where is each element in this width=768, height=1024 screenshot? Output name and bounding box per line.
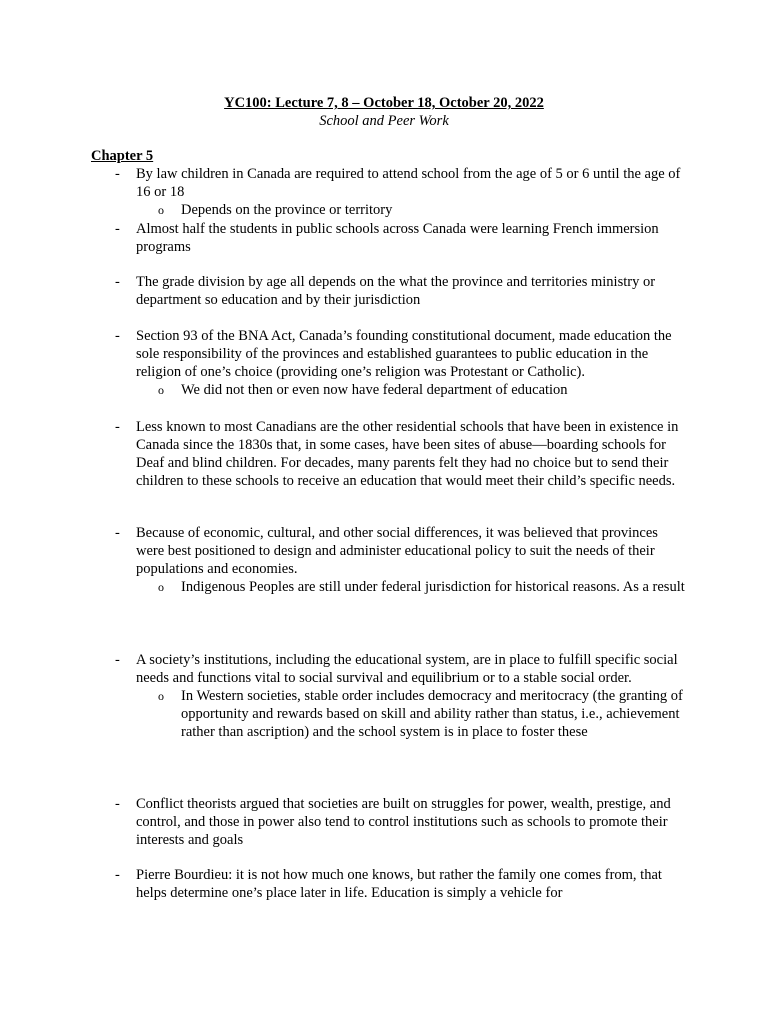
document-subtitle: School and Peer Work <box>319 113 449 129</box>
bullet-item <box>91 273 691 309</box>
bullet-text: Conflict theorists argued that societies are built on struggles for power, wealth, prestige, and control, and those in power also tend to control institutions such as schools to promote their interests and goals <box>136 796 671 848</box>
bullet-item <box>91 651 691 741</box>
bullet-text: By law children in Canada are required to attend school from the age of 5 or 6 until the age of 16 or 18 <box>136 166 681 200</box>
bullet-marker: - <box>115 796 120 812</box>
sub-bullet-marker: o <box>158 580 164 594</box>
bullet-item <box>91 327 691 399</box>
bullet-marker: - <box>115 867 120 883</box>
sub-bullet-text: In Western societies, stable order includes democracy and meritocracy (the granting of opportunity and rewards based on skill and ability rather than status, i.e., achievement rather than ascription) and the school system is in place to foster these <box>181 688 683 740</box>
bullet-item <box>91 220 691 256</box>
bullet-item <box>91 866 691 902</box>
bullet-item <box>91 524 691 596</box>
sub-bullet-marker: o <box>158 383 164 397</box>
bullet-text: Pierre Bourdieu: it is not how much one knows, but rather the family one comes from, that helps determine one’s place later in life. Education is simply a vehicle for <box>136 867 662 901</box>
bullet-item <box>91 418 691 490</box>
sub-bullet-item <box>136 381 691 399</box>
bullet-text: Because of economic, cultural, and other social differences, it was believed that provinces were best positioned to design and administer educational policy to suit the needs of their populations and economies. <box>136 525 658 577</box>
bullet-marker: - <box>115 328 120 344</box>
sub-bullet-text: Indigenous Peoples are still under federal jurisdiction for historical reasons. As a result <box>181 579 685 595</box>
sub-bullet-item <box>136 578 691 596</box>
bullet-text: Almost half the students in public schools across Canada were learning French immersion programs <box>136 221 659 255</box>
sub-bullet-item <box>136 201 691 219</box>
bullet-marker: - <box>115 419 120 435</box>
sub-bullet-text: Depends on the province or territory <box>181 202 393 218</box>
bullet-marker: - <box>115 652 120 668</box>
bullet-text: Less known to most Canadians are the other residential schools that have been in existence in Canada since the 1830s that, in some cases, have been sites of abuse—boarding schools for Deaf and blind children. For decades, many parents felt they had no choice but to send their children to these schools to receive an education that would meet their child’s specific needs. <box>136 419 679 489</box>
sub-bullet-text: We did not then or even now have federal department of education <box>181 382 568 398</box>
bullet-marker: - <box>115 166 120 182</box>
bullet-marker: - <box>115 221 120 237</box>
sub-bullet-item <box>136 687 691 741</box>
sub-bullet-marker: o <box>158 689 164 703</box>
bullet-marker: - <box>115 274 120 290</box>
bullet-text: Section 93 of the BNA Act, Canada’s founding constitutional document, made education the sole responsibility of the provinces and established guarantees to public education in the religion of one’s choice (providing one’s religion was Protestant or Catholic). <box>136 328 672 380</box>
sub-bullet-marker: o <box>158 203 164 217</box>
bullet-item <box>91 795 691 849</box>
bullet-text: A society’s institutions, including the educational system, are in place to fulfill specific social needs and functions vital to social survival and equilibrium or to a stable social order. <box>136 652 678 686</box>
bullet-marker: - <box>115 525 120 541</box>
bullet-text: The grade division by age all depends on the what the province and territories ministry or department so education and by their jurisdiction <box>136 274 656 308</box>
chapter-heading: Chapter 5 <box>91 148 154 164</box>
document-title: YC100: Lecture 7, 8 – October 18, October 20, 2022 <box>224 95 544 111</box>
bullet-item <box>91 165 691 219</box>
